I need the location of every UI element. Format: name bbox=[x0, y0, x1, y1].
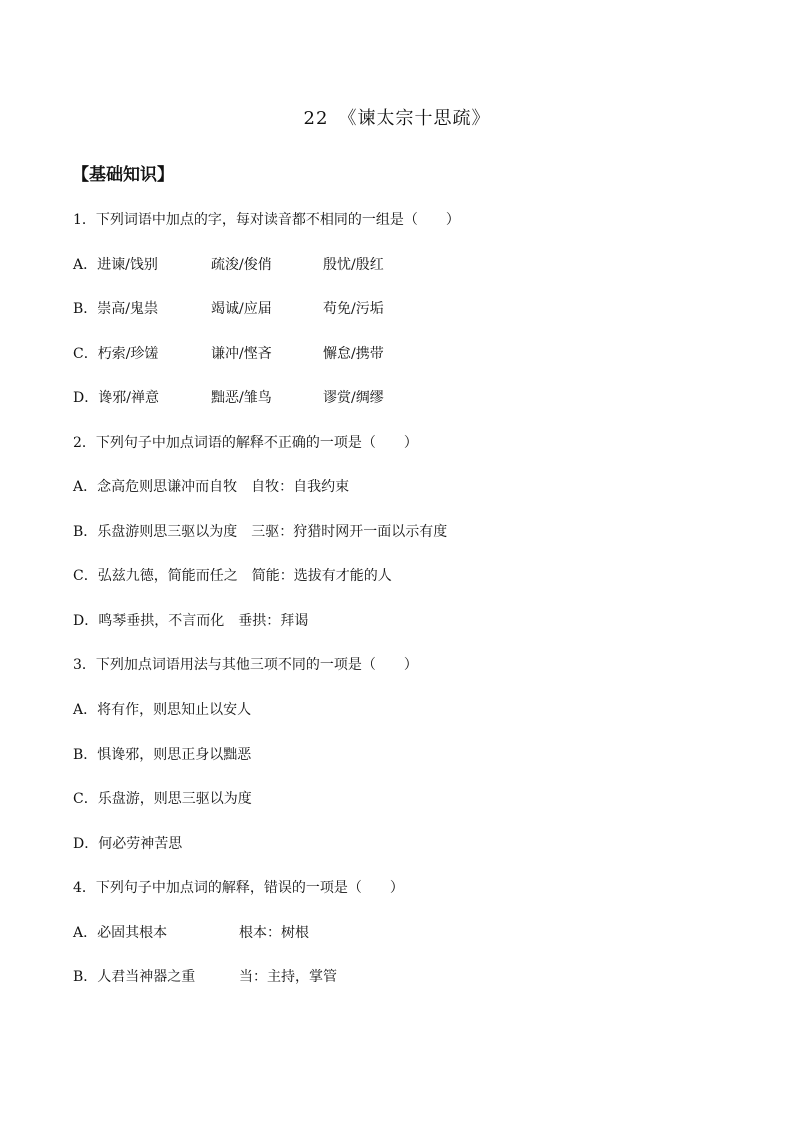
question-4-option-b bbox=[73, 967, 473, 987]
question-1-option-a bbox=[73, 255, 473, 275]
question-2-option-b: B．乐盘游则思三驱以为度 三驱：狩猎时网开一面以示有度 bbox=[73, 524, 448, 540]
option-text: C．朽索/珍馐 bbox=[73, 346, 159, 362]
question-3-option-b: B．惧谗邪，则思正身以黜恶 bbox=[73, 747, 252, 763]
question-1-option-c bbox=[73, 344, 473, 364]
option-text: 谦冲/悭吝 bbox=[211, 346, 272, 362]
question-4-option-a bbox=[73, 923, 473, 943]
option-text: A．必固其根本 bbox=[73, 925, 168, 941]
option-text: 谬赏/绸缪 bbox=[323, 390, 384, 406]
question-4-stem: 4．下列句子中加点词的解释，错误的一项是（ ） bbox=[73, 880, 404, 896]
question-2-option-c: C．弘兹九德，简能而任之 简能：选拔有才能的人 bbox=[73, 568, 392, 584]
option-text: 懈怠/携带 bbox=[323, 346, 384, 362]
option-text: 苟免/污垢 bbox=[323, 301, 384, 317]
option-text: 根本：树根 bbox=[239, 925, 309, 941]
option-text: A．进谏/饯别 bbox=[73, 257, 158, 273]
question-2-option-a: A．念高危则思谦冲而自牧 自牧：自我约束 bbox=[73, 479, 350, 495]
option-text: B．人君当神器之重 bbox=[73, 969, 196, 985]
option-text: 竭诚/应届 bbox=[211, 301, 272, 317]
question-1-option-b bbox=[73, 299, 473, 319]
question-1-option-d bbox=[73, 388, 473, 408]
question-2-stem: 2．下列句子中加点词语的解释不正确的一项是（ ） bbox=[73, 435, 418, 451]
option-text: 疏浚/俊俏 bbox=[211, 257, 272, 273]
option-text: D．谗邪/禅意 bbox=[73, 390, 159, 406]
question-3-option-c: C．乐盘游，则思三驱以为度 bbox=[73, 791, 252, 807]
option-text: 黜恶/雏鸟 bbox=[211, 390, 272, 406]
section-heading: 【基础知识】 bbox=[72, 165, 174, 185]
question-3-option-a: A．将有作，则思知止以安人 bbox=[73, 702, 252, 718]
question-1-stem: 1．下列词语中加点的字，每对读音都不相同的一组是（ ） bbox=[73, 212, 460, 228]
option-text: 当：主持，掌管 bbox=[239, 969, 337, 985]
question-3-option-d: D．何必劳神苦思 bbox=[73, 836, 183, 852]
question-3-stem: 3．下列加点词语用法与其他三项不同的一项是（ ） bbox=[73, 657, 418, 673]
option-text: 殷忧/殷红 bbox=[323, 257, 384, 273]
question-2-option-d: D．鸣琴垂拱，不言而化 垂拱：拜谒 bbox=[73, 613, 309, 629]
page-title: 22 《谏太宗十思疏》 bbox=[303, 108, 491, 129]
option-text: B．崇高/鬼祟 bbox=[73, 301, 159, 317]
